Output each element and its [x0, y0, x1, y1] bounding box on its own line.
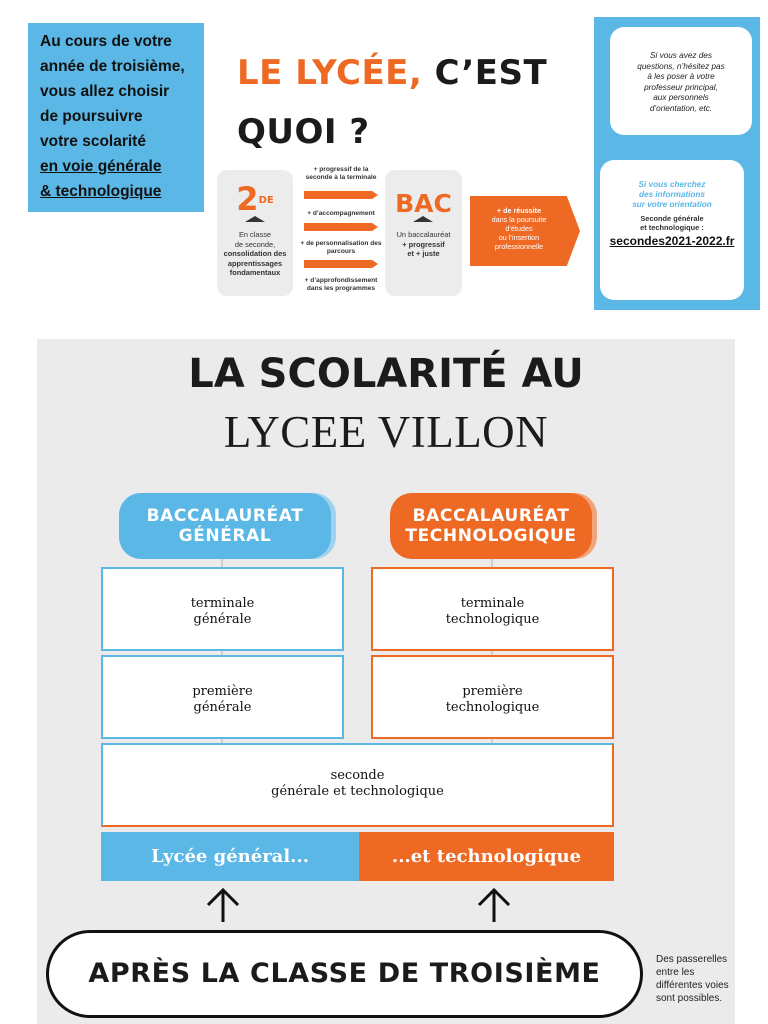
bubble-line: à les poser à votre — [647, 72, 715, 81]
up-arrow-icon — [474, 888, 514, 924]
bac-label: BAC — [395, 189, 452, 218]
terminale-generale-cell — [101, 567, 344, 651]
cell-line: technologique — [445, 700, 540, 715]
seconde-desc — [219, 230, 291, 278]
pill-line: BACCALAURÉAT — [412, 506, 570, 526]
main-subtitle: LYCEE VILLON — [223, 407, 549, 457]
intro-line: Au cours de votre — [40, 33, 172, 50]
progress-label: + progressif de la seconde à la terminale — [305, 166, 377, 181]
cell-line: seconde — [330, 768, 385, 783]
seconde-label — [217, 182, 293, 216]
lycee-techno-strip: ...et technologique — [359, 832, 614, 881]
bac-general-pill — [119, 493, 331, 559]
bubble-line: sur votre orientation — [632, 199, 712, 209]
arrow-right-icon — [304, 191, 378, 199]
arrow-right-icon — [304, 223, 378, 231]
bubble-line: et technologique : — [640, 222, 704, 232]
premiere-techno-cell — [371, 655, 614, 739]
bubble-line: Si vous avez des — [650, 51, 712, 60]
bubble-line: d’orientation, etc. — [649, 103, 713, 113]
progress-label: + d’accompagnement — [307, 210, 375, 217]
bubble-line: Seconde générale — [640, 214, 704, 224]
desc-line: + progressif — [402, 239, 445, 249]
pedestal-icon — [413, 216, 433, 222]
seconde-cell — [101, 743, 614, 827]
pill-line: GÉNÉRAL — [178, 526, 272, 546]
intro-card — [28, 23, 204, 212]
arrow-right-icon — [304, 260, 378, 268]
desc-line: En classe — [238, 230, 272, 239]
cell-line: générale — [193, 612, 252, 627]
intro-line: année de troisième, — [40, 58, 185, 75]
headline-cest: C’EST — [434, 53, 548, 93]
after-third-banner: APRÈS LA CLASSE DE TROISIÈME — [46, 930, 643, 1018]
bubble-line: des informations — [639, 189, 705, 199]
bac-desc — [388, 230, 459, 259]
note-line: sont possibles. — [656, 993, 723, 1004]
cell-line: terminale — [190, 596, 255, 611]
intro-underlined-line: & technologique — [40, 183, 162, 200]
connector-line — [491, 559, 493, 567]
desc-line: apprentissages — [227, 258, 283, 268]
note-line: entre les — [656, 967, 695, 978]
result-line: ou l’insertion — [498, 233, 540, 242]
progress-label: + de personnalisation des parcours — [300, 240, 382, 255]
up-arrow-icon — [203, 888, 243, 924]
passerelles-note — [656, 953, 736, 1005]
cell-line: générale et technologique — [271, 784, 444, 799]
pedestal-icon — [245, 216, 265, 222]
info-panel — [594, 17, 760, 310]
pill-line: TECHNOLOGIQUE — [405, 526, 577, 546]
desc-line: et + juste — [407, 249, 440, 258]
result-line: + de réussite — [496, 206, 542, 215]
result-text — [470, 206, 568, 251]
note-line: Des passerelles — [656, 954, 728, 965]
headline — [237, 44, 587, 162]
result-line: dans la poursuite — [491, 215, 547, 224]
desc-line: fondamentaux — [229, 268, 281, 277]
connector-line — [221, 559, 223, 567]
bubble-line: questions, n’hésitez pas — [637, 61, 725, 71]
main-title: LA SCOLARITÉ AU — [188, 351, 584, 397]
cell-line: générale — [193, 700, 252, 715]
bubble-line: Si vous cherchez — [638, 180, 706, 189]
desc-line: consolidation des — [223, 249, 287, 258]
result-line: d’études — [505, 224, 533, 233]
headline-quoi: QUOI ? — [237, 112, 370, 152]
website-link[interactable]: secondes2021-2022.fr — [609, 234, 735, 249]
intro-line: de poursuivre — [40, 108, 143, 125]
progress-arrows — [300, 166, 380, 296]
questions-bubble — [610, 27, 752, 135]
bubble-line: aux personnels — [653, 93, 709, 102]
premiere-generale-cell — [101, 655, 344, 739]
bac-box — [385, 170, 462, 296]
cell-line: technologique — [445, 612, 540, 627]
progress-label: + d’approfondissement dans les programmes — [304, 277, 378, 292]
intro-line: votre scolarité — [40, 133, 146, 150]
cell-line: première — [192, 684, 253, 699]
cell-line: première — [462, 684, 523, 699]
terminale-techno-cell — [371, 567, 614, 651]
bubble-line: professeur principal, — [644, 82, 718, 92]
lycee-general-strip: Lycée général... — [101, 832, 359, 881]
seconde-box — [217, 170, 293, 296]
seconde-number: 2 — [236, 180, 259, 218]
desc-line: de seconde, — [234, 239, 276, 249]
headline-lycee: LE LYCÉE, — [237, 53, 423, 93]
bac-techno-pill — [390, 493, 592, 559]
pill-line: BACCALAURÉAT — [146, 506, 304, 526]
desc-line: Un baccalauréat — [396, 230, 451, 239]
cell-line: terminale — [460, 596, 525, 611]
note-line: différentes voies — [656, 980, 729, 991]
intro-line: vous allez choisir — [40, 83, 170, 100]
result-line: professionnelle — [494, 242, 544, 251]
info-bubble — [600, 160, 744, 300]
intro-underlined-line: en voie générale — [40, 158, 162, 175]
seconde-sup: DE — [258, 195, 274, 206]
